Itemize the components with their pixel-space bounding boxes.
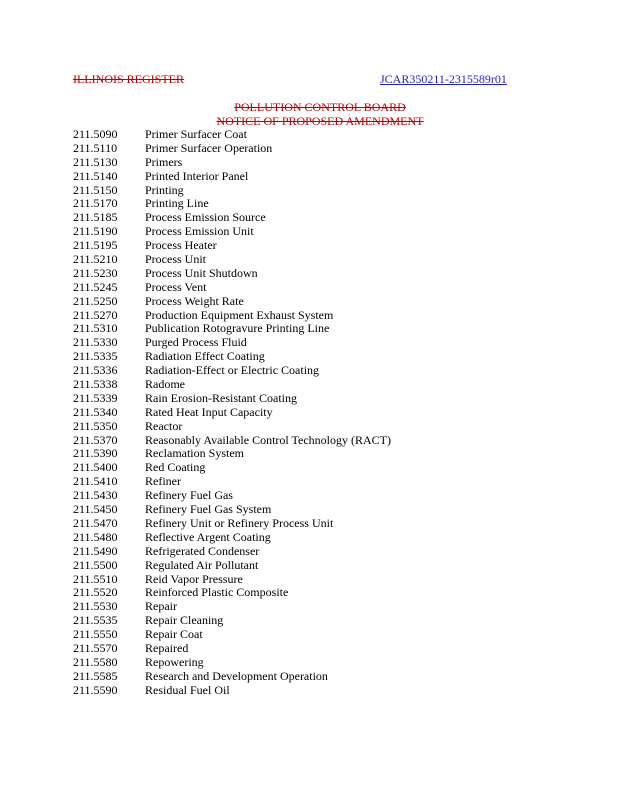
section-row [73, 128, 593, 142]
section-term: Refinery Fuel Gas [145, 488, 233, 503]
section-term: Rain Erosion-Resistant Coating [145, 390, 297, 405]
section-row [73, 531, 593, 545]
section-number: 211.5550 [73, 627, 118, 642]
section-term: Repair Coat [145, 627, 203, 642]
section-term: Repaired [145, 640, 189, 655]
section-row [73, 600, 593, 614]
section-number: 211.5336 [73, 363, 118, 378]
section-number: 211.5150 [73, 182, 118, 197]
section-term: Printing [145, 182, 184, 197]
section-row [73, 281, 593, 295]
section-number: 211.5410 [73, 474, 118, 489]
document-id-link[interactable]: JCAR350211-2315589r01 [380, 72, 507, 86]
section-number: 211.5110 [73, 140, 118, 155]
section-number: 211.5490 [73, 543, 118, 558]
section-row [73, 225, 593, 239]
section-term: Process Unit [145, 252, 206, 267]
section-number: 211.5535 [73, 613, 118, 628]
section-number: 211.5339 [73, 390, 118, 405]
section-term: Reinforced Plastic Composite [145, 585, 289, 600]
section-row [73, 614, 593, 628]
section-term: Publication Rotogravure Printing Line [145, 321, 330, 336]
section-row [73, 656, 593, 670]
section-row [73, 392, 593, 406]
section-row [73, 461, 593, 475]
section-term: Process Emission Source [145, 210, 266, 225]
section-list [73, 128, 593, 698]
section-row [73, 545, 593, 559]
section-term: Process Vent [145, 279, 207, 294]
section-term: Refinery Fuel Gas System [145, 502, 272, 517]
section-term: Red Coating [145, 460, 206, 475]
section-number: 211.5570 [73, 640, 118, 655]
section-row [73, 559, 593, 573]
section-row [73, 322, 593, 336]
section-number: 211.5210 [73, 252, 118, 267]
section-term: Reactor [145, 418, 183, 433]
section-term: Primer Surfacer Coat [145, 127, 247, 141]
section-number: 211.5310 [73, 321, 118, 336]
section-row [73, 156, 593, 170]
section-term: Process Unit Shutdown [145, 265, 258, 280]
section-term: Printing Line [145, 196, 209, 211]
section-term: Residual Fuel Oil [145, 682, 230, 697]
section-term: Refinery Unit or Refinery Process Unit [145, 515, 334, 530]
section-number: 211.5480 [73, 529, 118, 544]
section-row [73, 197, 593, 211]
section-number: 211.5470 [73, 515, 118, 530]
section-number: 211.5140 [73, 168, 118, 183]
register-header: ILLINOIS REGISTER [73, 72, 184, 86]
section-row [73, 684, 593, 698]
section-row [73, 434, 593, 448]
section-number: 211.5450 [73, 502, 118, 517]
section-term: Reid Vapor Pressure [145, 571, 243, 586]
section-row [73, 267, 593, 281]
section-term: Primers [145, 154, 183, 169]
section-row [73, 239, 593, 253]
section-term: Radome [145, 377, 185, 392]
section-row [73, 517, 593, 531]
section-number: 211.5530 [73, 599, 118, 614]
section-number: 211.5090 [73, 127, 118, 141]
section-row [73, 475, 593, 489]
section-term: Printed Interior Panel [145, 168, 249, 183]
section-row [73, 573, 593, 587]
section-number: 211.5350 [73, 418, 118, 433]
section-row [73, 586, 593, 600]
section-term: Refiner [145, 474, 181, 489]
section-row [73, 184, 593, 198]
section-number: 211.5370 [73, 432, 118, 447]
section-term: Process Heater [145, 238, 217, 253]
section-term: Research and Development Operation [145, 668, 328, 683]
section-row [73, 670, 593, 684]
section-number: 211.5170 [73, 196, 118, 211]
section-number: 211.5430 [73, 488, 118, 503]
section-number: 211.5340 [73, 404, 118, 419]
section-row [73, 642, 593, 656]
section-number: 211.5520 [73, 585, 118, 600]
section-row [73, 309, 593, 323]
section-number: 211.5230 [73, 265, 118, 280]
section-number: 211.5590 [73, 682, 118, 697]
section-number: 211.5245 [73, 279, 118, 294]
title-block [0, 100, 618, 128]
section-number: 211.5335 [73, 349, 118, 364]
section-number: 211.5185 [73, 210, 118, 225]
section-term: Reasonably Available Control Technology (RACT) [145, 432, 392, 447]
section-term: Regulated Air Pollutant [145, 557, 259, 572]
section-number: 211.5130 [73, 154, 118, 169]
section-row [73, 336, 593, 350]
section-term: Primer Surfacer Operation [145, 140, 273, 155]
section-row [73, 378, 593, 392]
section-number: 211.5190 [73, 224, 118, 239]
section-number: 211.5510 [73, 571, 118, 586]
section-term: Reflective Argent Coating [145, 529, 271, 544]
section-term: Rated Heat Input Capacity [145, 404, 273, 419]
section-row [73, 364, 593, 378]
section-row [73, 628, 593, 642]
section-number: 211.5270 [73, 307, 118, 322]
section-term: Repair Cleaning [145, 613, 224, 628]
section-term: Radiation-Effect or Electric Coating [145, 363, 320, 378]
section-term: Process Emission Unit [145, 224, 254, 239]
section-row [73, 350, 593, 364]
section-row [73, 170, 593, 184]
notice-title: NOTICE OF PROPOSED AMENDMENT [216, 114, 424, 128]
section-number: 211.5500 [73, 557, 118, 572]
agency-title: POLLUTION CONTROL BOARD [234, 100, 406, 114]
section-row [73, 503, 593, 517]
section-number: 211.5580 [73, 654, 118, 669]
section-row [73, 406, 593, 420]
section-term: Reclamation System [145, 446, 244, 461]
section-row [73, 253, 593, 267]
section-row [73, 142, 593, 156]
section-number: 211.5250 [73, 293, 118, 308]
section-number: 211.5585 [73, 668, 118, 683]
section-term: Repair [145, 599, 177, 614]
section-row [73, 211, 593, 225]
section-number: 211.5390 [73, 446, 118, 461]
section-number: 211.5195 [73, 238, 118, 253]
section-row [73, 420, 593, 434]
section-term: Process Weight Rate [145, 293, 244, 308]
section-number: 211.5338 [73, 377, 118, 392]
section-term: Repowering [145, 654, 204, 669]
section-row [73, 447, 593, 461]
section-term: Purged Process Fluid [145, 335, 247, 350]
section-term: Radiation Effect Coating [145, 349, 265, 364]
section-term: Production Equipment Exhaust System [145, 307, 334, 322]
section-number: 211.5330 [73, 335, 118, 350]
section-row [73, 295, 593, 309]
section-term: Refrigerated Condenser [145, 543, 260, 558]
section-row [73, 489, 593, 503]
section-number: 211.5400 [73, 460, 118, 475]
